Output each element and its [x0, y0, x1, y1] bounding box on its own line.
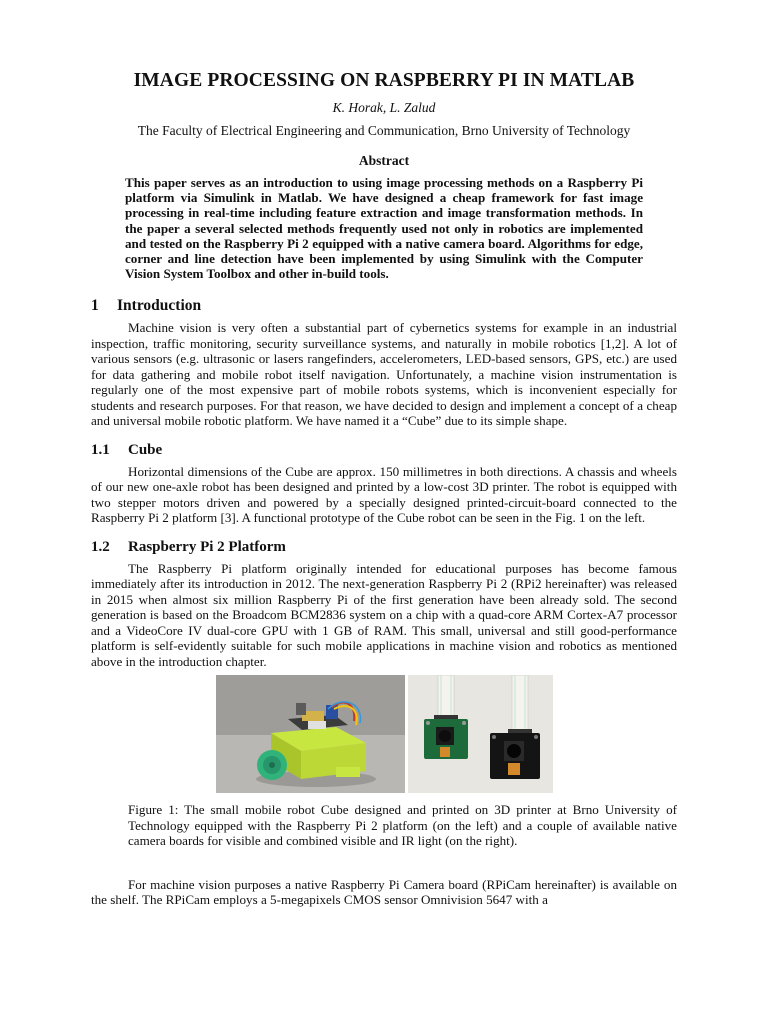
abstract-text: This paper serves as an introduction to using image processing methods on a Raspberry Pi platform via Simulink in Matlab. We have designed a cheap framework for fast image processing in real-time including feature extraction and image transformation methods. In the paper a several selected methods frequently used not only in robotics are implemented and tested on the Raspberry Pi 2 equipped with a native camera board. Algorithms for edge, corner and line detection have been implemented by using Simulink with the Computer Vision System Toolbox and other in-build tools. — [125, 175, 643, 282]
figure-1-caption: Figure 1: The small mobile robot Cube designed and printed on 3D printer at Brno University of Technology equipped with the Raspberry Pi 2 platform (on the left) and a couple of available native camera boards for visible and combined visible and IR light (on the right). — [128, 802, 677, 849]
section-title: Introduction — [117, 297, 202, 315]
raspberry-pi-paragraph: The Raspberry Pi platform originally intended for educational purposes has become famous immediately after its introduction in 2012. The next-generation Raspberry Pi 2 (RPi2 hereinafter) was released in 2015 when almost six million Raspberry Pi of the first generation have been already sold. The second generation is based on the Broadcom BCM2836 system on a chip with a quad-core ARM Cortex-A7 processor and a VideoCore IV dual-core GPU with 1 GB of RAM. This small, universal and still good-performance platform is self-evidently suitable for such mobile applications in machine vision and robotics as mentioned above in the introduction chapter. — [91, 560, 677, 669]
closing-paragraph: For machine vision purposes a native Raspberry Pi Camera board (RPiCam hereinafter) is available on the shelf. The RPiCam employs a 5-megapixels CMOS sensor Omnivision 5647 with a — [91, 876, 677, 908]
cube-robot-illustration — [216, 675, 405, 793]
paper-affiliation: The Faculty of Electrical Engineering and Communication, Brno University of Technology — [137, 123, 631, 138]
section-number: 1.1 — [91, 441, 110, 458]
section-title: Cube — [128, 441, 163, 458]
section-number: 1.2 — [91, 538, 110, 555]
abstract-heading: Abstract — [358, 153, 410, 168]
section-heading-introduction — [91, 296, 677, 316]
section-number: 1 — [91, 297, 99, 315]
section-title: Raspberry Pi 2 Platform — [128, 538, 286, 555]
section-heading-raspberry-pi-2 — [91, 537, 677, 557]
paper-title: IMAGE PROCESSING ON RASPBERRY PI IN MATLAB — [133, 70, 635, 91]
paper-page — [91, 68, 677, 908]
camera-boards-photo — [408, 675, 553, 793]
cube-robot-photo — [216, 675, 405, 793]
camera-boards-illustration — [408, 675, 553, 793]
cube-paragraph: Horizontal dimensions of the Cube are approx. 150 millimetres in both directions. A chassis and wheels of our new one-axle robot has been designed and printed by a low-cost 3D printer. The robot is equipped with two stepper motors driven and powered by a specially designed printed-circuit-board connected to the Raspberry Pi 2 platform [3]. A functional prototype of the Cube robot can be seen in the Fig. 1 on the left. — [91, 463, 677, 526]
introduction-paragraph: Machine vision is very often a substantial part of cybernetics systems for example in an industrial inspection, traffic monitoring, security surveillance systems, and naturally in mobile robotics [1,2]. A lot of various sensors (e.g. ultrasonic or lasers rangefinders, accelerometers, LED-based sensors, GPS, etc.) are used for data gathering and mobile robot itself navigation. Unfortunately, a machine vision instrumentation is regularly one of the most expensive part of mobile robots systems, which is inconvenient especially for students and research purposes. For that reason, we have decided to design and implement a concept of a cheap and universal mobile robotic platform. We have named it a “Cube” due to its simple shape. — [91, 320, 677, 429]
figure-1-images — [91, 675, 677, 793]
section-heading-cube — [91, 440, 677, 460]
paper-authors: K. Horak, L. Zalud — [332, 100, 436, 115]
